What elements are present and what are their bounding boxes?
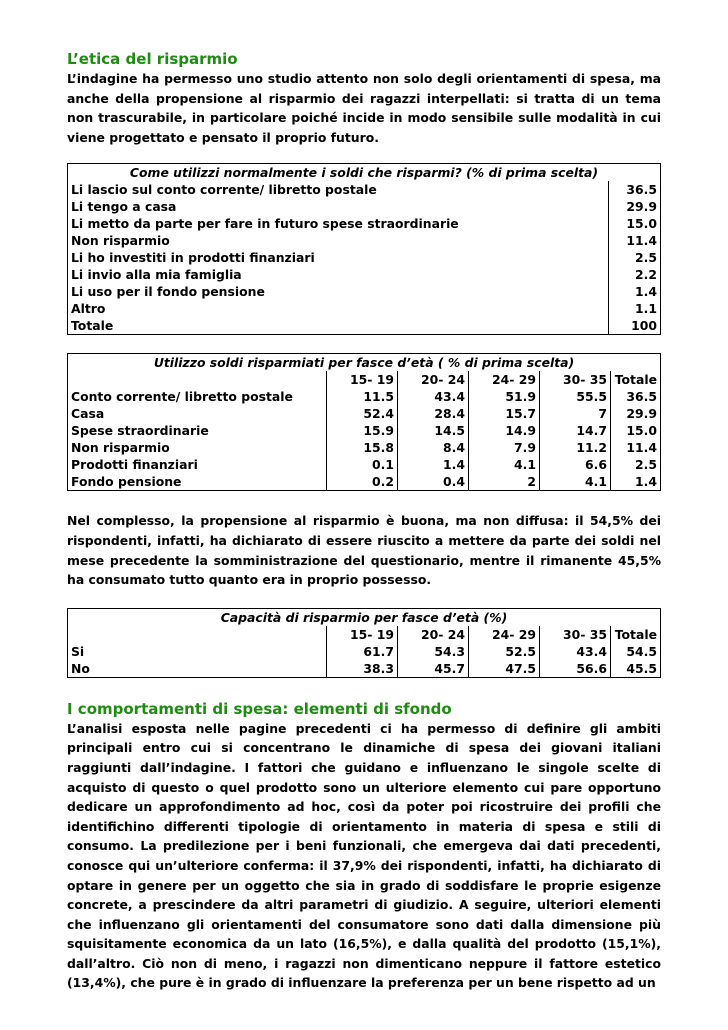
cell: 52.5 bbox=[469, 643, 540, 660]
cell: 0.1 bbox=[327, 456, 398, 473]
cell: 11.5 bbox=[327, 388, 398, 405]
cell: 7.9 bbox=[469, 439, 540, 456]
row-label: Prodotti finanziari bbox=[68, 456, 327, 473]
row-label: Altro bbox=[68, 300, 609, 317]
table-header-row bbox=[68, 626, 661, 643]
table-row bbox=[68, 456, 661, 473]
row-label: Li lascio sul conto corrente/ libretto postale bbox=[68, 181, 609, 198]
row-label: Li metto da parte per fare in futuro spese straordinarie bbox=[68, 215, 609, 232]
cell: 11.2 bbox=[540, 439, 611, 456]
body-paragraph: L’analisi esposta nelle pagine precedenti ci ha permesso di definire gli ambiti principali entro cui si concentrano le dinamiche di spesa dei giovani italiani raggiunti dall’indagine. I fattori che guidano e influenzano le singole scelte di acquisto di questo o quel prodotto sono un ulteriore elemento cui pare opportuno dedicare un approfondimento ad hoc, così da poter poi ricostruire dei profili che identifichino differenti tipologie di orientamento in materia di spesa e stili di consumo. La predilezione per i beni funzionali, che emergeva dai dati precedenti, conosce qui un’ulteriore conferma: il 37,9% dei rispondenti, infatti, ha dichiarato di optare in genere per un oggetto che sia in grado di soddisfare le proprie esigenze concrete, a prescindere da altri parametri di giudizio. A seguire, ulteriori elementi che influenzano gli orientamenti del consumatore sono dati dalla dimensione più squisitamente economica da un lato (16,5%), e dalla qualità del prodotto (15,1%), dall’altro. Ciò non di meno, i ragazzi non dimenticano neppure il fattore estetico (13,4%), che pure è in grado di influenzare la preferenza per un bene rispetto ad un bbox=[67, 720, 661, 991]
table-savings-by-age bbox=[67, 353, 661, 491]
column-header: 30- 35 bbox=[540, 371, 611, 388]
cell: 28.4 bbox=[398, 405, 469, 422]
table-row bbox=[68, 198, 661, 215]
column-header: 24- 29 bbox=[469, 371, 540, 388]
cell: 61.7 bbox=[327, 643, 398, 660]
document-page bbox=[67, 50, 661, 993]
table-row bbox=[68, 660, 661, 678]
row-value: 15.0 bbox=[609, 215, 661, 232]
row-label: Totale bbox=[68, 317, 609, 335]
header-blank bbox=[68, 371, 327, 388]
cell: 7 bbox=[540, 405, 611, 422]
column-header: Totale bbox=[611, 371, 661, 388]
cell: 4.1 bbox=[540, 473, 611, 491]
row-label: Li uso per il fondo pensione bbox=[68, 283, 609, 300]
table-savings-usage bbox=[67, 163, 661, 335]
row-value: 100 bbox=[609, 317, 661, 335]
cell: 15.0 bbox=[611, 422, 661, 439]
caption-text: Utilizzo soldi risparmiati per fasce d’età ( % di prima scelta) bbox=[153, 355, 575, 371]
cell: 55.5 bbox=[540, 388, 611, 405]
row-label: Casa bbox=[68, 405, 327, 422]
row-label: No bbox=[68, 660, 327, 678]
cell: 36.5 bbox=[611, 388, 661, 405]
row-value: 1.4 bbox=[609, 283, 661, 300]
table-caption bbox=[68, 354, 661, 372]
row-label: Li ho investiti in prodotti finanziari bbox=[68, 249, 609, 266]
cell: 47.5 bbox=[469, 660, 540, 678]
table-caption bbox=[68, 164, 661, 182]
cell: 51.9 bbox=[469, 388, 540, 405]
table-row bbox=[68, 473, 661, 491]
cell: 2 bbox=[469, 473, 540, 491]
cell: 4.1 bbox=[469, 456, 540, 473]
cell: 14.5 bbox=[398, 422, 469, 439]
caption-text: Come utilizzi normalmente i soldi che risparmi? (% di prima scelta) bbox=[129, 165, 599, 181]
table-row bbox=[68, 283, 661, 300]
cell: 45.5 bbox=[611, 660, 661, 678]
cell: 54.5 bbox=[611, 643, 661, 660]
cell: 14.9 bbox=[469, 422, 540, 439]
cell: 43.4 bbox=[540, 643, 611, 660]
row-label: Si bbox=[68, 643, 327, 660]
column-header: 15- 19 bbox=[327, 626, 398, 643]
summary-paragraph: Nel complesso, la propensione al risparmio è buona, ma non diffusa: il 54,5% dei rispondenti, infatti, ha dichiarato di essere riuscito a mettere da parte dei soldi nel mese precedente la somministrazione del questionario, mentre il rimanente 45,5% ha consumato tutto quanto era in proprio possesso. bbox=[67, 513, 661, 588]
table-row bbox=[68, 249, 661, 266]
cell: 8.4 bbox=[398, 439, 469, 456]
table-row bbox=[68, 388, 661, 405]
cell: 0.2 bbox=[327, 473, 398, 491]
cell: 1.4 bbox=[398, 456, 469, 473]
table-row bbox=[68, 232, 661, 249]
cell: 15.8 bbox=[327, 439, 398, 456]
intro-paragraph: L’indagine ha permesso uno studio attento non solo degli orientamenti di spesa, ma anche della propensione al risparmio dei ragazzi interpellati: si tratta di un tema non trascurabile, in particolare poiché incide in modo sensibile sulle modalità in cui viene progettato e pensato il proprio futuro. bbox=[67, 71, 661, 145]
table-row bbox=[68, 422, 661, 439]
cell: 52.4 bbox=[327, 405, 398, 422]
row-value: 29.9 bbox=[609, 198, 661, 215]
row-label: Spese straordinarie bbox=[68, 422, 327, 439]
cell: 2.5 bbox=[611, 456, 661, 473]
cell: 1.4 bbox=[611, 473, 661, 491]
table-row bbox=[68, 300, 661, 317]
section-title-etica: L’etica del risparmio bbox=[67, 50, 238, 68]
table-row bbox=[68, 215, 661, 232]
row-label: Li invio alla mia famiglia bbox=[68, 266, 609, 283]
column-header: 30- 35 bbox=[540, 626, 611, 643]
cell: 0.4 bbox=[398, 473, 469, 491]
row-value: 1.1 bbox=[609, 300, 661, 317]
row-label: Non risparmio bbox=[68, 439, 327, 456]
table-row bbox=[68, 317, 661, 335]
table-header-row bbox=[68, 371, 661, 388]
column-header: Totale bbox=[611, 626, 661, 643]
row-value: 36.5 bbox=[609, 181, 661, 198]
column-header: 15- 19 bbox=[327, 371, 398, 388]
table-saving-capacity bbox=[67, 608, 661, 678]
table-row bbox=[68, 643, 661, 660]
row-value: 11.4 bbox=[609, 232, 661, 249]
row-value: 2.5 bbox=[609, 249, 661, 266]
cell: 29.9 bbox=[611, 405, 661, 422]
cell: 6.6 bbox=[540, 456, 611, 473]
cell: 56.6 bbox=[540, 660, 611, 678]
row-label: Conto corrente/ libretto postale bbox=[68, 388, 327, 405]
row-label: Non risparmio bbox=[68, 232, 609, 249]
column-header: 20- 24 bbox=[398, 626, 469, 643]
table-row bbox=[68, 181, 661, 198]
cell: 11.4 bbox=[611, 439, 661, 456]
table-row bbox=[68, 439, 661, 456]
cell: 38.3 bbox=[327, 660, 398, 678]
cell: 14.7 bbox=[540, 422, 611, 439]
cell: 43.4 bbox=[398, 388, 469, 405]
cell: 15.7 bbox=[469, 405, 540, 422]
cell: 15.9 bbox=[327, 422, 398, 439]
row-value: 2.2 bbox=[609, 266, 661, 283]
cell: 54.3 bbox=[398, 643, 469, 660]
row-label: Li tengo a casa bbox=[68, 198, 609, 215]
column-header: 20- 24 bbox=[398, 371, 469, 388]
table-row bbox=[68, 405, 661, 422]
section-title-comportamenti: I comportamenti di spesa: elementi di sfondo bbox=[67, 699, 452, 718]
table-row bbox=[68, 266, 661, 283]
table-caption bbox=[68, 608, 661, 626]
header-blank bbox=[68, 626, 327, 643]
caption-text: Capacità di risparmio per fasce d’età (%) bbox=[220, 609, 508, 625]
cell: 45.7 bbox=[398, 660, 469, 678]
column-header: 24- 29 bbox=[469, 626, 540, 643]
row-label: Fondo pensione bbox=[68, 473, 327, 491]
